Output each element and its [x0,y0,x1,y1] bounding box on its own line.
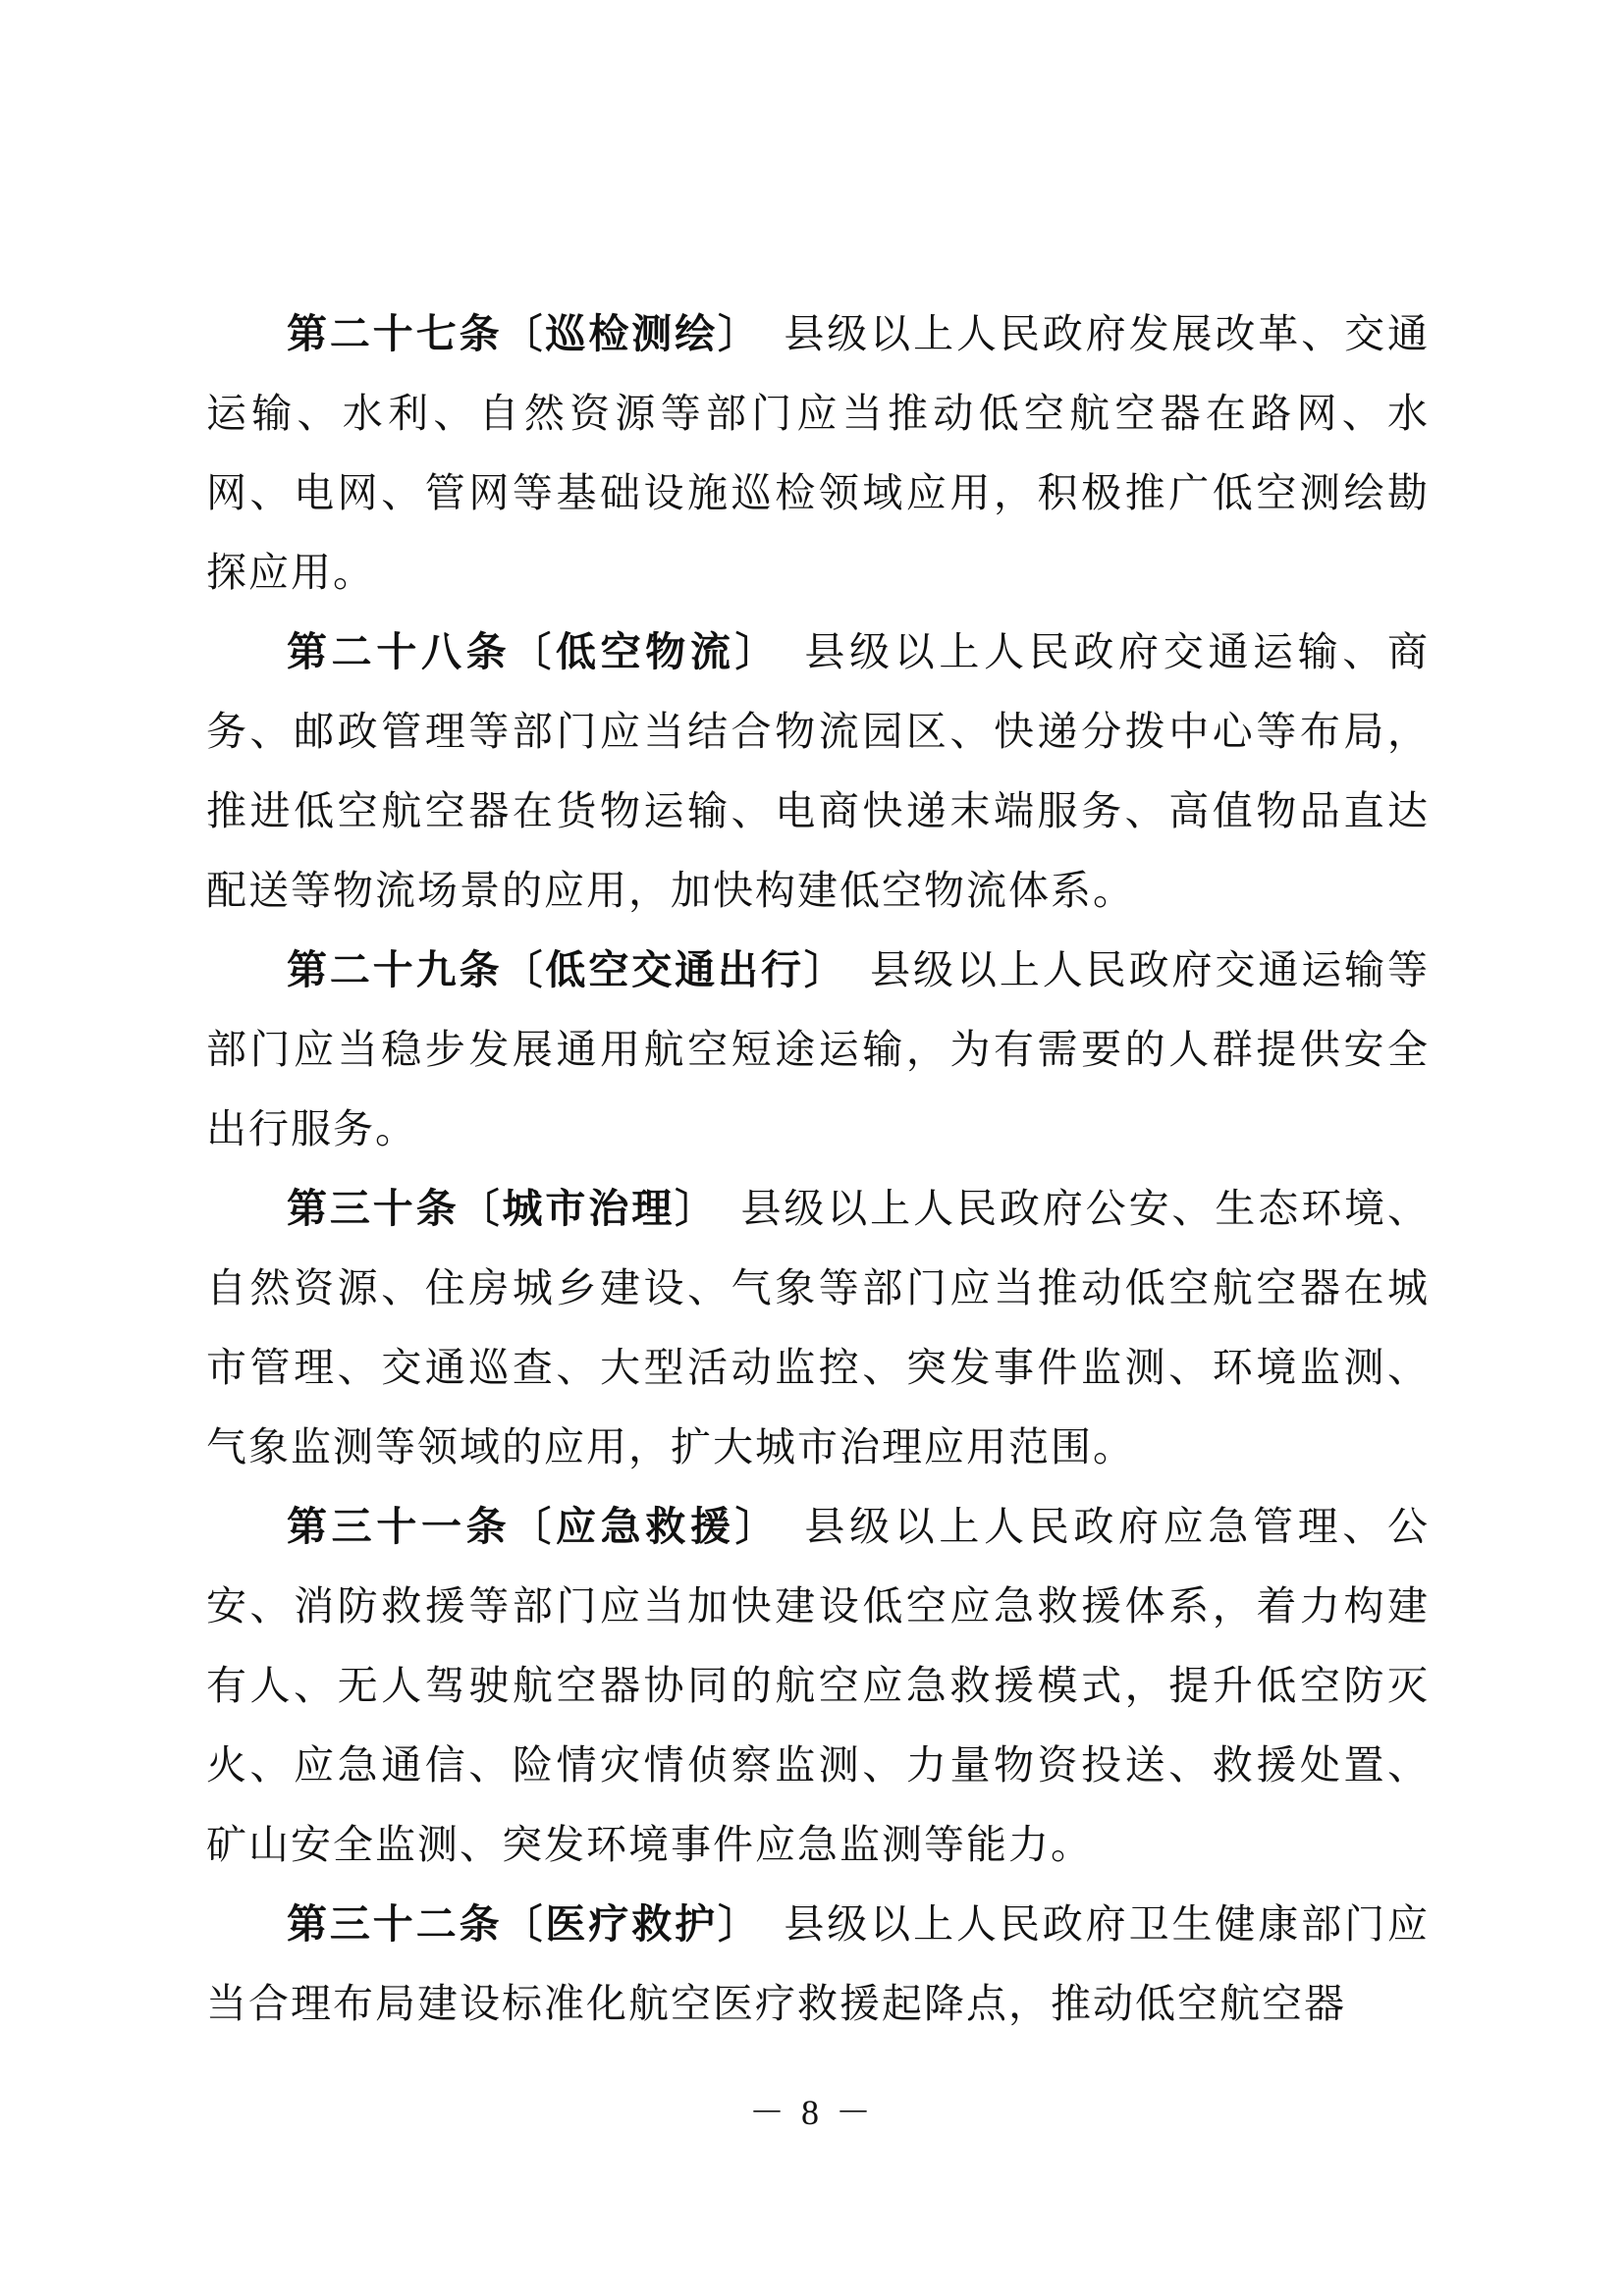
article-28-heading: 第二十八条〔低空物流〕 [287,628,760,675]
article-28-text: 县级以上人民政府交通运输、商务、邮政管理等部门应当结合物流园区、快递分拨中心等布局，推进低空航空器在货物运输、电商快递末端服务、高值物品直达配送等物流场景的应用，加快构建低空物流体系。 [206,628,1431,914]
article-28 [206,613,1430,931]
article-31-heading: 第三十一条〔应急救援〕 [287,1503,760,1550]
article-27-text: 县级以上人民政府发展改革、交通运输、水利、自然资源等部门应当推动低空航空器在路网、水网、电网、管网等基础设施巡检领域应用，积极推广低空测绘勘探应用。 [206,310,1431,596]
article-27 [206,294,1430,613]
article-29-heading: 第二十九条〔低空交通出行〕 [287,946,828,993]
article-29 [206,931,1430,1169]
article-31 [206,1487,1430,1885]
article-27-heading: 第二十七条〔巡检测绘〕 [287,310,741,357]
article-29-text: 县级以上人民政府交通运输等部门应当稳步发展通用航空短途运输，为有需要的人群提供安全出行服务。 [206,946,1430,1152]
article-31-text: 县级以上人民政府应急管理、公安、消防救援等部门应当加快建设低空应急救援体系，着力构建有人、无人驾驶航空器协同的航空应急救援模式，提升低空防灭火、应急通信、险情灾情侦察监测、力量物资投送、救援处置、矿山安全监测、突发环境事件应急监测等能力。 [206,1503,1431,1868]
article-30 [206,1169,1430,1487]
article-32 [206,1885,1430,2044]
article-32-text: 县级以上人民政府卫生健康部门应当合理布局建设标准化航空医疗救援起降点，推动低空航空器 [206,1900,1431,2027]
article-30-heading: 第三十条〔城市治理〕 [287,1185,698,1232]
article-32-heading: 第三十二条〔医疗救护〕 [287,1900,741,1948]
page-number: － 8 － [748,2093,875,2132]
article-30-text: 县级以上人民政府公安、生态环境、自然资源、住房城乡建设、气象等部门应当推动低空航空器在城市管理、交通巡查、大型活动监控、突发事件监测、环境监测、气象监测等领域的应用，扩大城市治理应用范围。 [206,1185,1431,1470]
document-body [206,294,1430,2044]
